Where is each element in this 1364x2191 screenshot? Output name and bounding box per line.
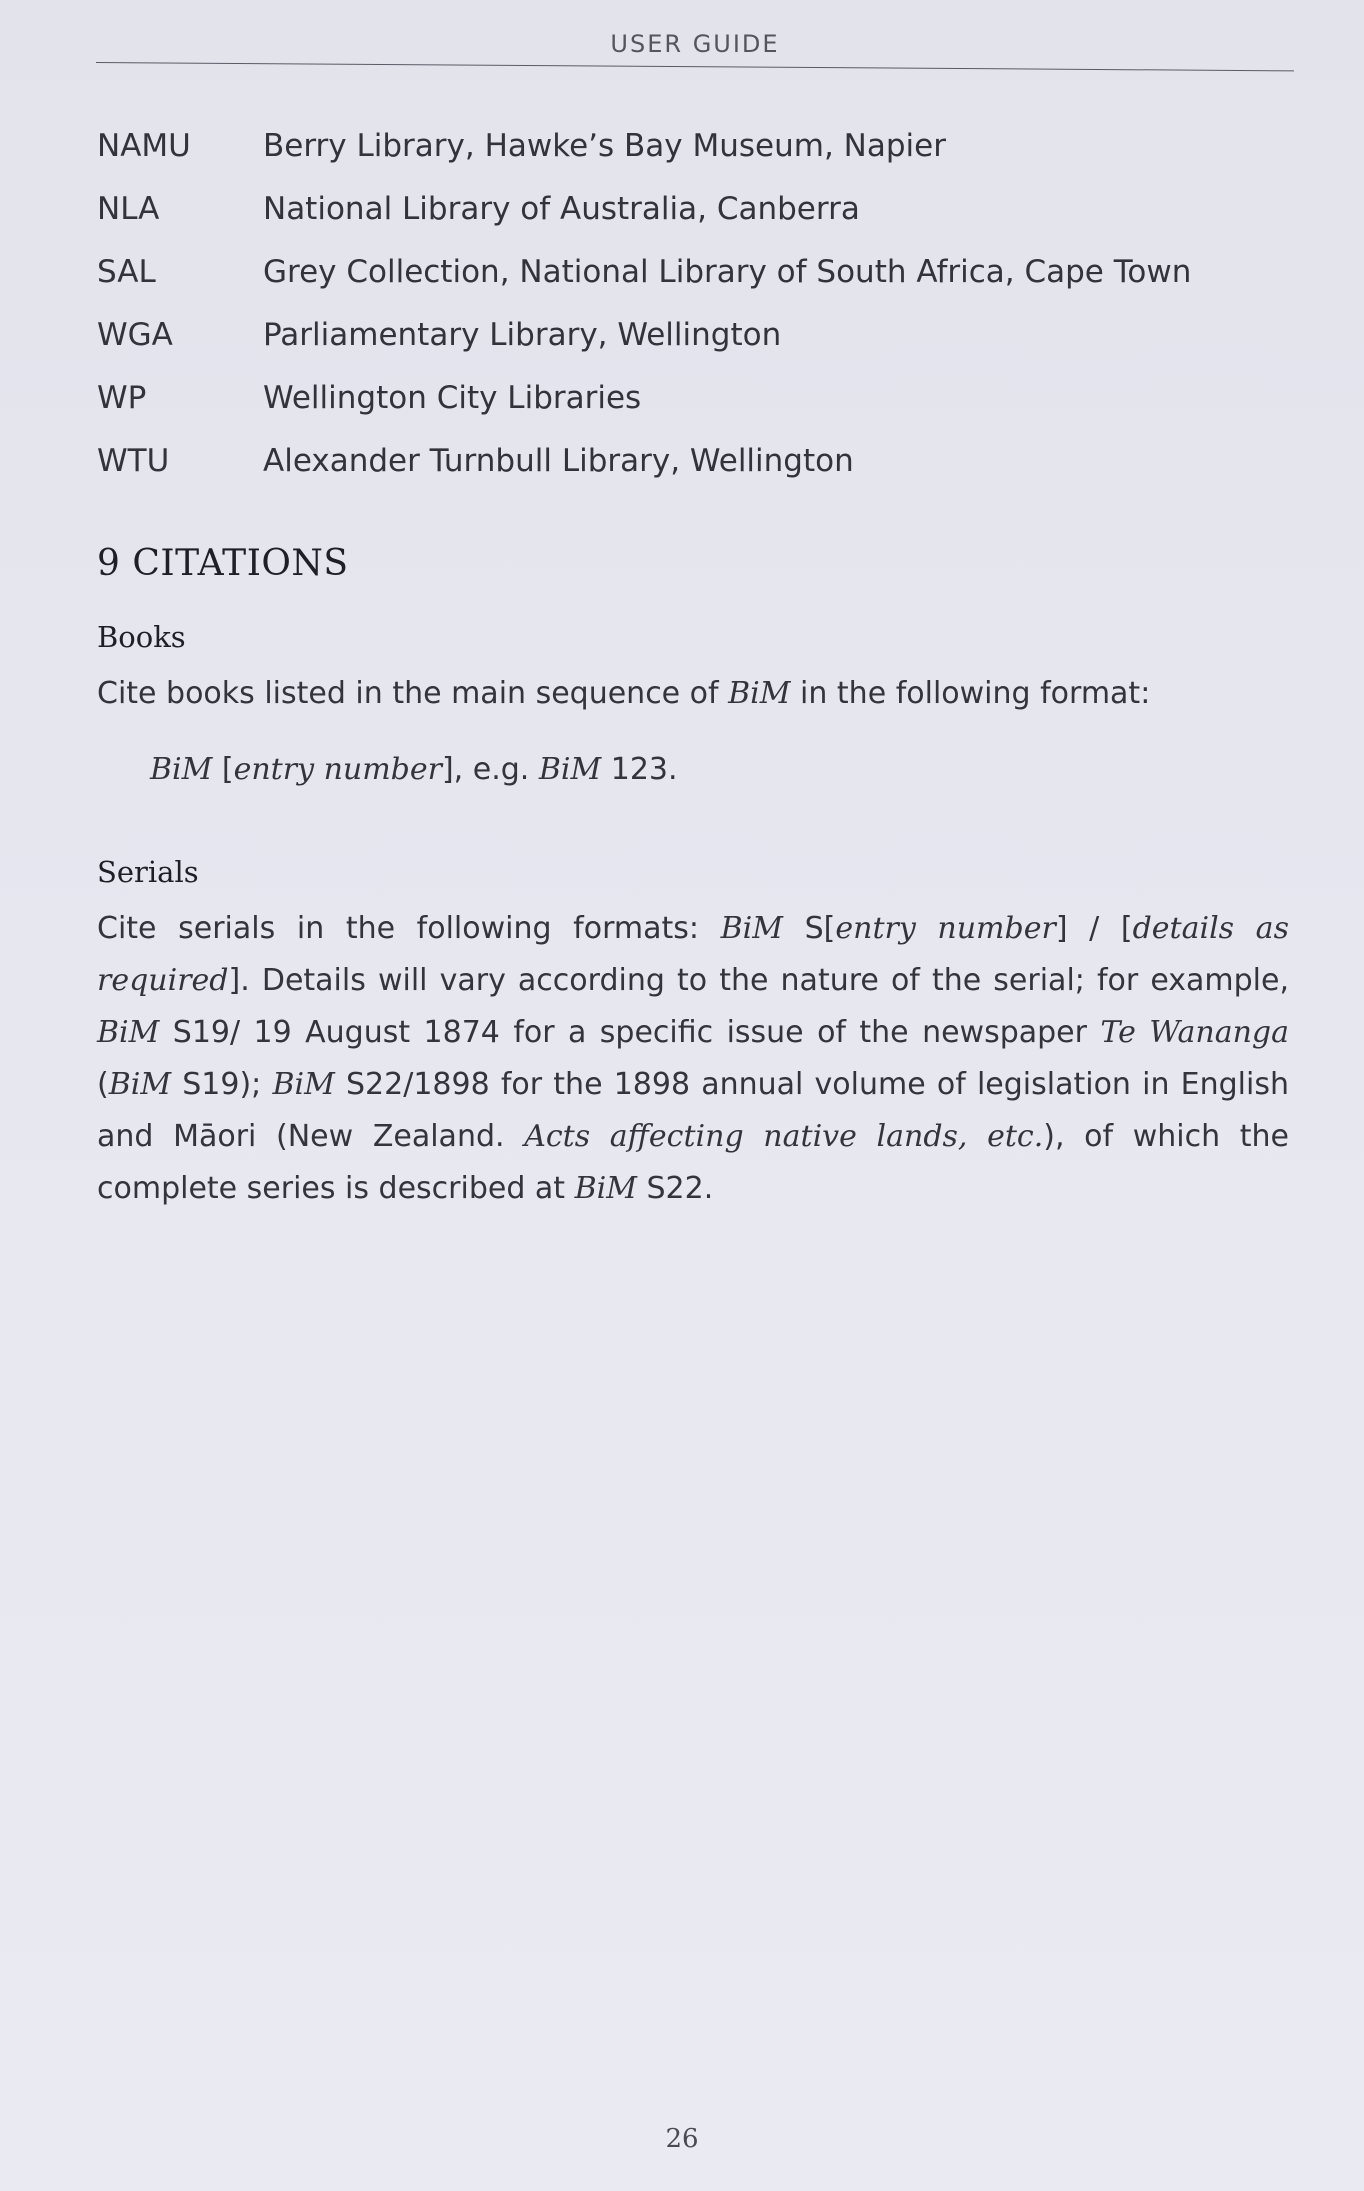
- library-name: Alexander Turnbull Library, Wellington: [263, 443, 854, 479]
- italic-run: BiM: [150, 752, 213, 787]
- text-run: Cite books listed in the main sequence of: [97, 676, 729, 711]
- text-run: S22/1898 for the 1898 annual volume of legislation in English and Māori (New Zealand.: [97, 1067, 1289, 1154]
- library-code: NAMU: [97, 128, 191, 164]
- serials-heading: Serials: [97, 855, 199, 889]
- text-run: [: [212, 752, 234, 787]
- text-run: S19/ 19 August 1874 for a specific issue of the newspaper: [159, 1015, 1101, 1050]
- library-name: Grey Collection, National Library of South Africa, Cape Town: [263, 254, 1192, 290]
- italic-run: BiM: [538, 752, 602, 787]
- header-rule: [96, 62, 1294, 71]
- italic-run: BiM: [97, 1015, 160, 1050]
- library-code: NLA: [97, 191, 160, 227]
- text-run: ], e.g.: [441, 752, 539, 787]
- text-run: (: [97, 1067, 109, 1102]
- books-intro: [97, 668, 1289, 720]
- library-name: Berry Library, Hawke’s Bay Museum, Napier: [263, 128, 946, 164]
- italic-run: Te Wananga: [1100, 1015, 1289, 1050]
- library-name: Parliamentary Library, Wellington: [263, 317, 782, 353]
- text-run: ]. Details will vary according to the nature of the serial; for example,: [228, 963, 1289, 998]
- library-row: [97, 380, 1297, 443]
- library-abbreviation-list: [97, 128, 1297, 506]
- text-run: in the following format:: [790, 676, 1151, 711]
- italic-run: entry number: [233, 752, 442, 787]
- library-code: WGA: [97, 317, 173, 353]
- italic-run: details as required: [97, 911, 1289, 998]
- text-run: ] / [: [1055, 911, 1133, 946]
- books-citation-example: [150, 752, 678, 787]
- text-run: Cite serials in the following formats:: [97, 911, 721, 946]
- italic-run: BiM: [272, 1067, 335, 1102]
- library-row: [97, 191, 1297, 254]
- text-run: S[: [783, 911, 836, 946]
- italic-run: BiM: [574, 1171, 637, 1206]
- italic-run: BiM: [108, 1067, 172, 1102]
- text-run: 123.: [601, 752, 678, 787]
- italic-run: entry number: [835, 911, 1056, 946]
- section-title: 9 CITATIONS: [97, 543, 349, 584]
- text-run: ), of which the complete series is described at: [97, 1119, 1290, 1206]
- italic-run: BiM: [728, 676, 791, 711]
- library-code: SAL: [97, 254, 156, 290]
- books-heading: Books: [97, 620, 186, 654]
- italic-run: Acts affecting native lands, etc.: [524, 1119, 1044, 1154]
- library-code: WP: [97, 380, 147, 416]
- page-number: 26: [665, 2124, 699, 2154]
- italic-run: BiM: [720, 911, 783, 946]
- running-head: USER GUIDE: [610, 30, 780, 58]
- library-name: National Library of Australia, Canberra: [263, 191, 860, 227]
- library-name: Wellington City Libraries: [263, 380, 642, 416]
- text-run: S22.: [636, 1171, 714, 1206]
- library-row: [97, 254, 1297, 317]
- serials-paragraph: [97, 903, 1289, 1215]
- library-row: [97, 443, 1297, 506]
- text-run: S19);: [171, 1067, 273, 1102]
- library-row: [97, 128, 1297, 191]
- library-code: WTU: [97, 443, 170, 479]
- library-row: [97, 317, 1297, 380]
